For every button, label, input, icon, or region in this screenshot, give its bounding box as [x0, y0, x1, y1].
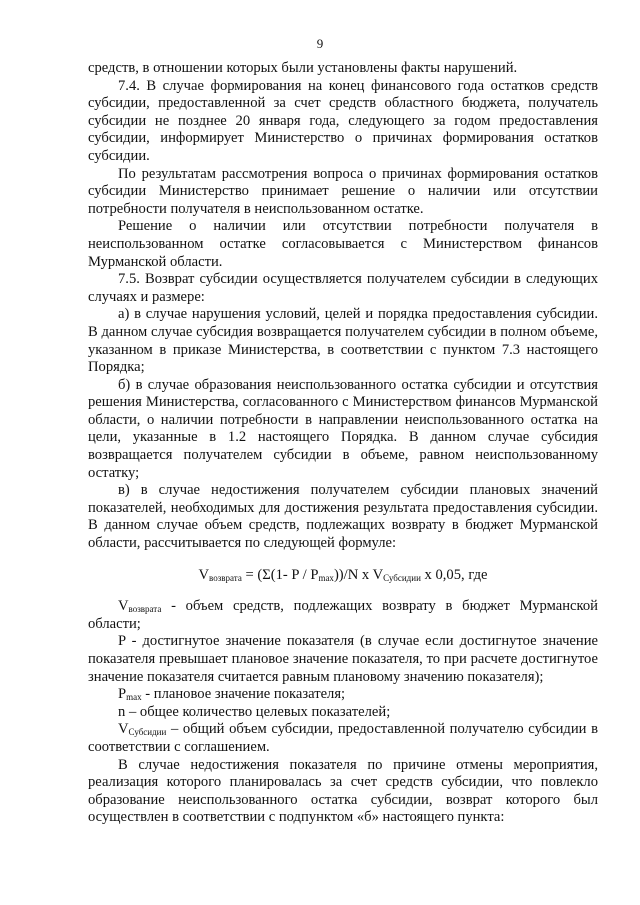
definition-p: P - достигнутое значение показателя (в случае если достигнутое значение показателя превышает плановое значение показателя, то при расчете достигнутое значение показателя считается равным плановому значению показателя); [88, 633, 598, 685]
paragraph-case-b: б) в случае образования неиспользованного остатка субсидии и отсутствия решения Министерства, согласованного с Министерством финансов Мурманской области, о наличии потребности в направлении неиспользованного остатка на цели, указанные в 1.2 настоящего Порядка. В данном случае субсидия возвращается получателем субсидии в объеме, равном неиспользованному остатку; [88, 376, 598, 481]
paragraph-case-a: а) в случае нарушения условий, целей и порядка предоставления субсидии. В данном случае субсидия возвращается получателем субсидии в полном объеме, указанном в приказе Министерства, в соответствии с пунктом 7.3 настоящего Порядка; [88, 306, 598, 376]
paragraph-7-5: 7.5. Возврат субсидии осуществляется получателем субсидии в следующих случаях и размере: [88, 271, 598, 305]
paragraph-7-4: 7.4. В случае формирования на конец финансового года остатков средств субсидии, предоставленной за счет средств областного бюджета, получатель субсидии не позднее 20 января года, следующего за годом предоставления субсидии, информирует Министерство о причинах формирования остатков субсидии. [88, 77, 598, 164]
paragraph-continuation: средств, в отношении которых были установлены факты нарушений. [88, 60, 518, 76]
paragraph-review-decision: По результатам рассмотрения вопроса о причинах формирования остатков субсидии Министерство принимает решение о наличии или отсутствии потребности получателя в неиспользованном остатке. [88, 165, 598, 217]
page-number: 9 [316, 36, 324, 51]
definition-v-subsidii: $V_{Субсидии}$ – общий объем субсидии, предоставленной получателю субсидии в соответствии с соглашением. [88, 721, 598, 755]
paragraph-case-v: в) в случае недостижения получателем субсидии плановых значений показателей, необходимых для достижения результата предоставления субсидии. В данном случае объем средств, подлежащих возврату в бюджет Мурманской области, рассчитывается по следующей формуле: [88, 482, 598, 552]
definition-n: n – общее количество целевых показателей; [118, 703, 391, 720]
paragraph-cancellation: В случае недостижения показателя по причине отмены мероприятия, реализация которого планировалась за счет средств субсидии, что повлекло образование неиспользованного остатка субсидии, возврат которого был осуществлен в соответствии с подпунктом «б» настоящего пункта: [88, 756, 598, 826]
paragraph-agreement: Решение о наличии или отсутствии потребности получателя в неиспользованном остатке согласовывается с Министерством финансов Мурманской области. [88, 218, 598, 270]
definition-v-vozvrata: $V_{возврата}$ - объем средств, подлежащих возврату в бюджет Мурманской области; [88, 598, 598, 632]
refund-formula: $V_{возврата} = (\Sigma(1-$ P / $P_{max}))/N$ x $V_{Субсидии}$ x 0,05, где [198, 566, 488, 583]
document-body [88, 60, 598, 827]
definition-pmax: $P_{max}$ - плановое значение показателя; [118, 686, 346, 703]
